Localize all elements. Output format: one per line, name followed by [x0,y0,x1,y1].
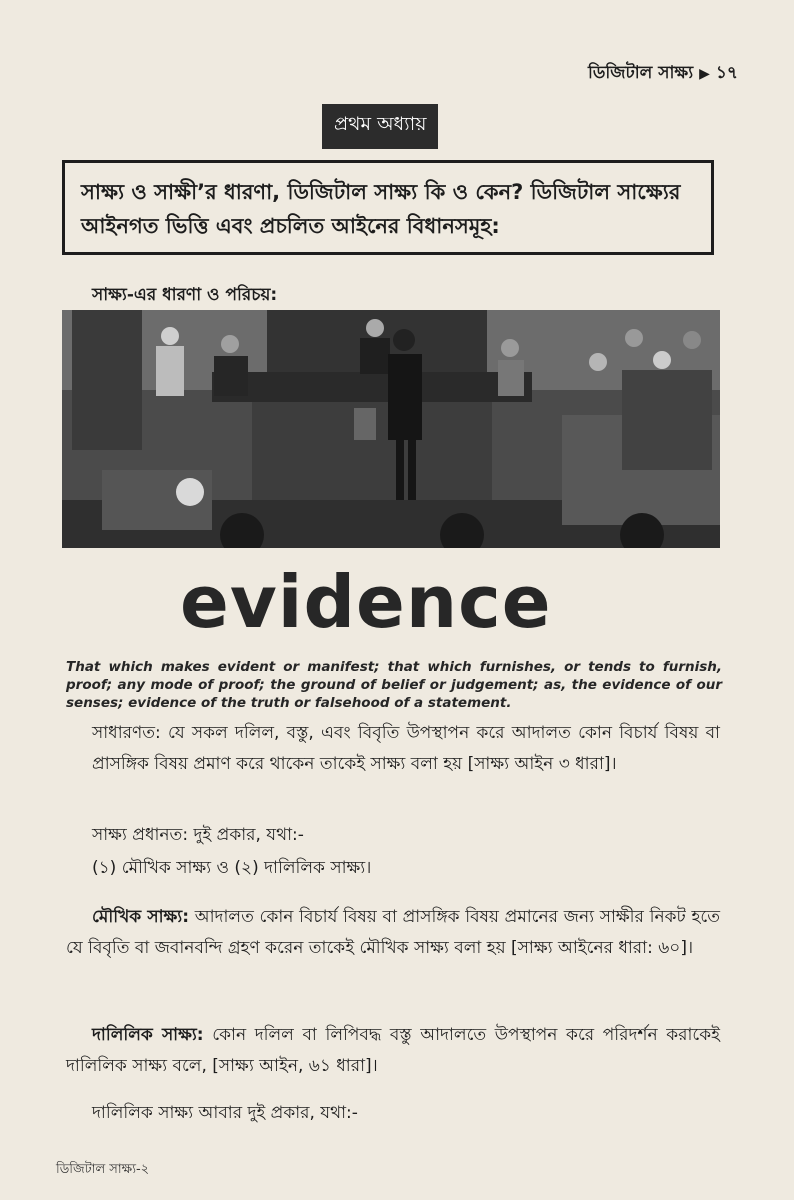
section-heading: সাক্ষ্য-এর ধারণা ও পরিচয়: [92,285,278,305]
evidence-word: evidence [180,560,552,644]
running-title: ডিজিটাল সাক্ষ্য [588,63,694,83]
paragraph-definition: সাধারণত: যে সকল দলিল, বস্তু, এবং বিবৃতি উপস্থাপন করে আদালত কোন বিচার্য বিষয় বা প্রাসঙ্গিক বিষয় প্রমাণ করে থাকেন তাকেই সাক্ষ্য বলা হয় [সাক্ষ্য আইন ৩ ধারা]। [92,723,720,774]
triangle-icon: ▶ [699,66,710,82]
paragraph-types-list: (১) মৌখিক সাক্ষ্য ও (২) দালিলিক সাক্ষ্য। [92,858,372,878]
term-documentary-evidence: দালিলিক সাক্ষ্য: [92,1025,204,1045]
paragraph-documentary-types: দালিলিক সাক্ষ্য আবার দুই প্রকার, যথা:- [92,1103,358,1123]
running-header [588,60,738,88]
chapter-title-box: সাক্ষ্য ও সাক্ষী’র ধারণা, ডিজিটাল সাক্ষ্য কি ও কেন? ডিজিটাল সাক্ষ্যের আইনগত ভিত্তি এবং প্রচলিত আইনের বিধানসমূহ: [62,160,714,255]
paragraph-oral-evidence [66,902,720,964]
page-number: ১৭ [715,63,738,83]
chapter-label: প্রথম অধ্যায় [322,104,438,149]
documentary-evidence-text: কোন দলিল বা লিপিবদ্ধ বস্তু আদালতে উপস্থাপন করে পরিদর্শন করাকেই দালিলিক সাক্ষ্য বলে, [সাক্ষ্য আইন, ৬১ ধারা]। [66,1025,720,1076]
oral-evidence-text: আদালত কোন বিচার্য বিষয় বা প্রাসঙ্গিক বিষয় প্রমানের জন্য সাক্ষীর নিকট হতে যে বিবৃতি বা জবানবন্দি গ্রহণ করেন তাকেই মৌখিক সাক্ষ্য বলা হয় [সাক্ষ্য আইনের ধারা: ৬০]। [66,907,720,958]
paragraph-types-intro: সাক্ষ্য প্রধানত: দুই প্রকার, যথা:- [92,825,304,845]
term-oral-evidence: মৌখিক সাক্ষ্য: [92,907,190,927]
evidence-definition: That which makes evident or manifest; that which furnishes, or tends to furnish, proof; any mode of proof; the ground of belief or judgement; as, the evidence of our senses; evidence of the truth or falsehood of a statement. [66,659,722,711]
paragraph-documentary-evidence [66,1020,720,1082]
courtroom-illustration [62,310,720,548]
footer-label: ডিজিটাল সাক্ষ্য-২ [56,1162,150,1177]
